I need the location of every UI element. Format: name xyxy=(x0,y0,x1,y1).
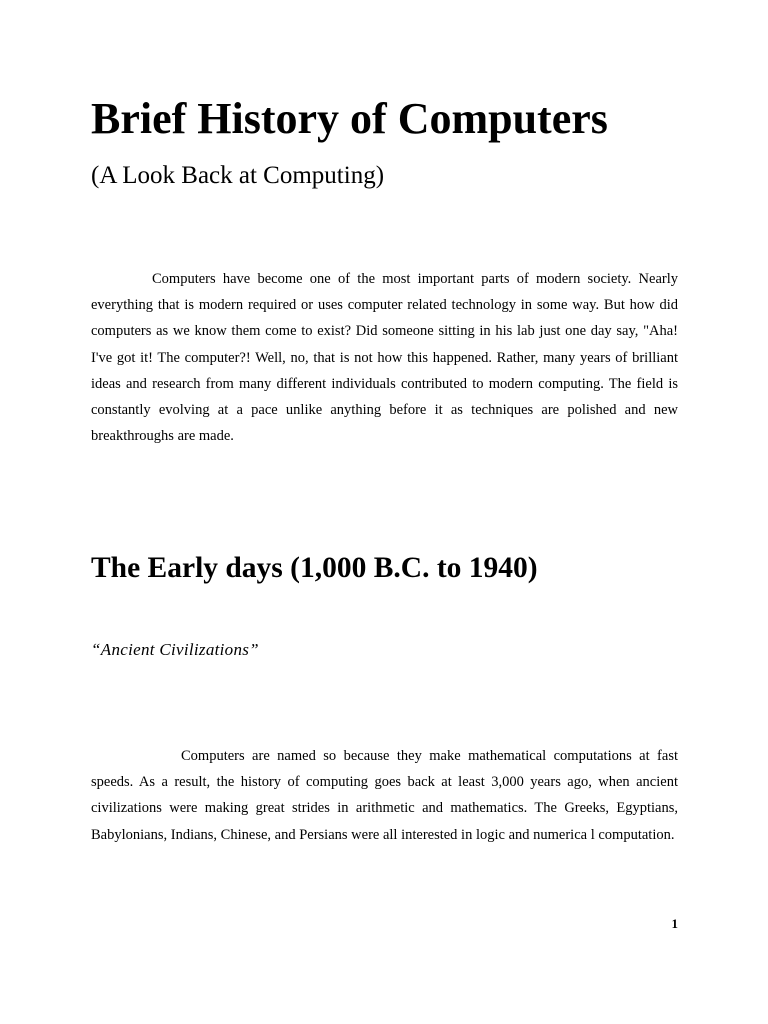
intro-paragraph: Computers have become one of the most important parts of modern society. Nearly everything that is modern required or uses computer related technology in some way. But how did computers as we know them come to exist? Did someone sitting in his lab just one day say, "Aha! I've got it! The computer?! Well, no, that is not how this happened. Rather, many years of brilliant ideas and research from many different individuals contributed to modern computing. The field is constantly evolving at a pace unlike anything before it as techniques are polished and new breakthroughs are made. xyxy=(91,271,678,445)
section-heading: The Early days (1,000 B.C. to 1940) xyxy=(91,552,538,584)
page-number: 1 xyxy=(671,916,678,931)
document-subtitle: (A Look Back at Computing) xyxy=(91,162,385,189)
section-subheading: “Ancient Civilizations” xyxy=(91,640,259,659)
section-paragraph: Computers are named so because they make mathematical computations at fast speeds. As a result, the history of computing goes back at least 3,000 years ago, when ancient civilizations were making great strides in arithmetic and mathematics. The Greeks, Egyptians, Babylonians, Indians, Chinese, and Persians were all interested in logic and numerica l computation. xyxy=(91,748,678,843)
document-title: Brief History of Computers xyxy=(91,94,608,143)
